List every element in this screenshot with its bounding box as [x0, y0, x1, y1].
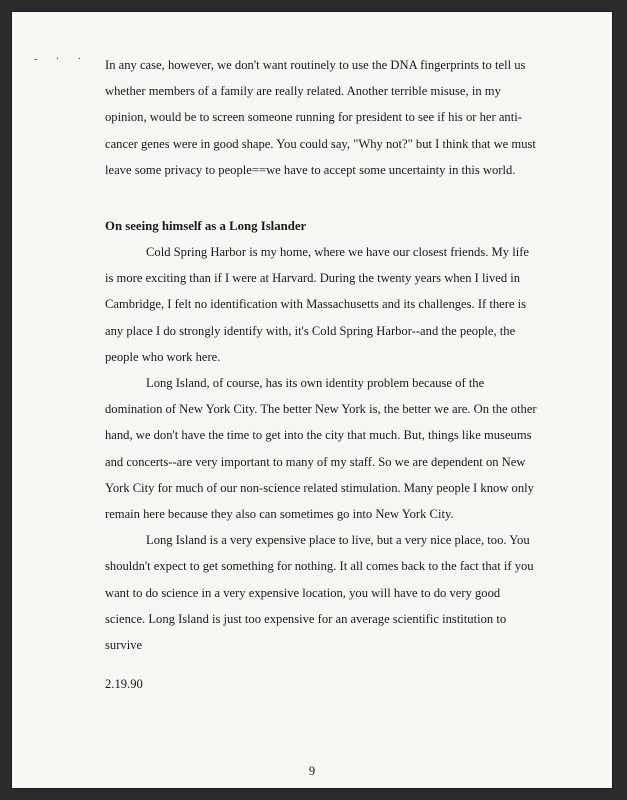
- paragraph-expensive-place: Long Island is a very expensive place to live, but a very nice place, too. You shouldn't expect to get something for nothing. It all comes back to the fact that if you want to do science in a very expensive location, you will have to do very good science. Long Island is just too expensive for an average scientific institution to survive: [105, 533, 534, 653]
- section-heading: On seeing himself as a Long Islander: [105, 219, 307, 233]
- margin-marks: - · ·: [34, 54, 89, 65]
- document-date: 2.19.90: [105, 677, 143, 691]
- page-number: 9: [308, 764, 316, 778]
- paragraph-long-island-identity: Long Island, of course, has its own identity problem because of the domination of New York City. The better New York is, the better we are. On the other hand, we don't have the time to get into the city that much. But, things like museums and concerts--are very important to many of my staff. So we are dependent on New York City for much of our non-science related stimulation. Many people I know only remain here because they also can sometimes go into New York City.: [105, 376, 537, 522]
- text-block-top: [105, 52, 539, 183]
- document-page: [12, 12, 612, 788]
- text-block-section: [105, 213, 539, 658]
- paragraph-cold-spring-harbor: Cold Spring Harbor is my home, where we have our closest friends. My life is more exciting than if I were at Harvard. During the twenty years when I lived in Cambridge, I felt no identification with Massachusetts and its challenges. If there is any place I do strongly identify with, it's Cold Spring Harbor--and the people, the people who work here.: [105, 245, 529, 364]
- paragraph-dna-fingerprints: In any case, however, we don't want routinely to use the DNA fingerprints to tell us whether members of a family are really related. Another terrible misuse, in my opinion, would be to screen someone running for president to see if his or her anti-cancer genes were in good shape. You could say, "Why not?" but I think that we must leave some privacy to people==we have to accept some uncertainty in this world.: [105, 58, 536, 177]
